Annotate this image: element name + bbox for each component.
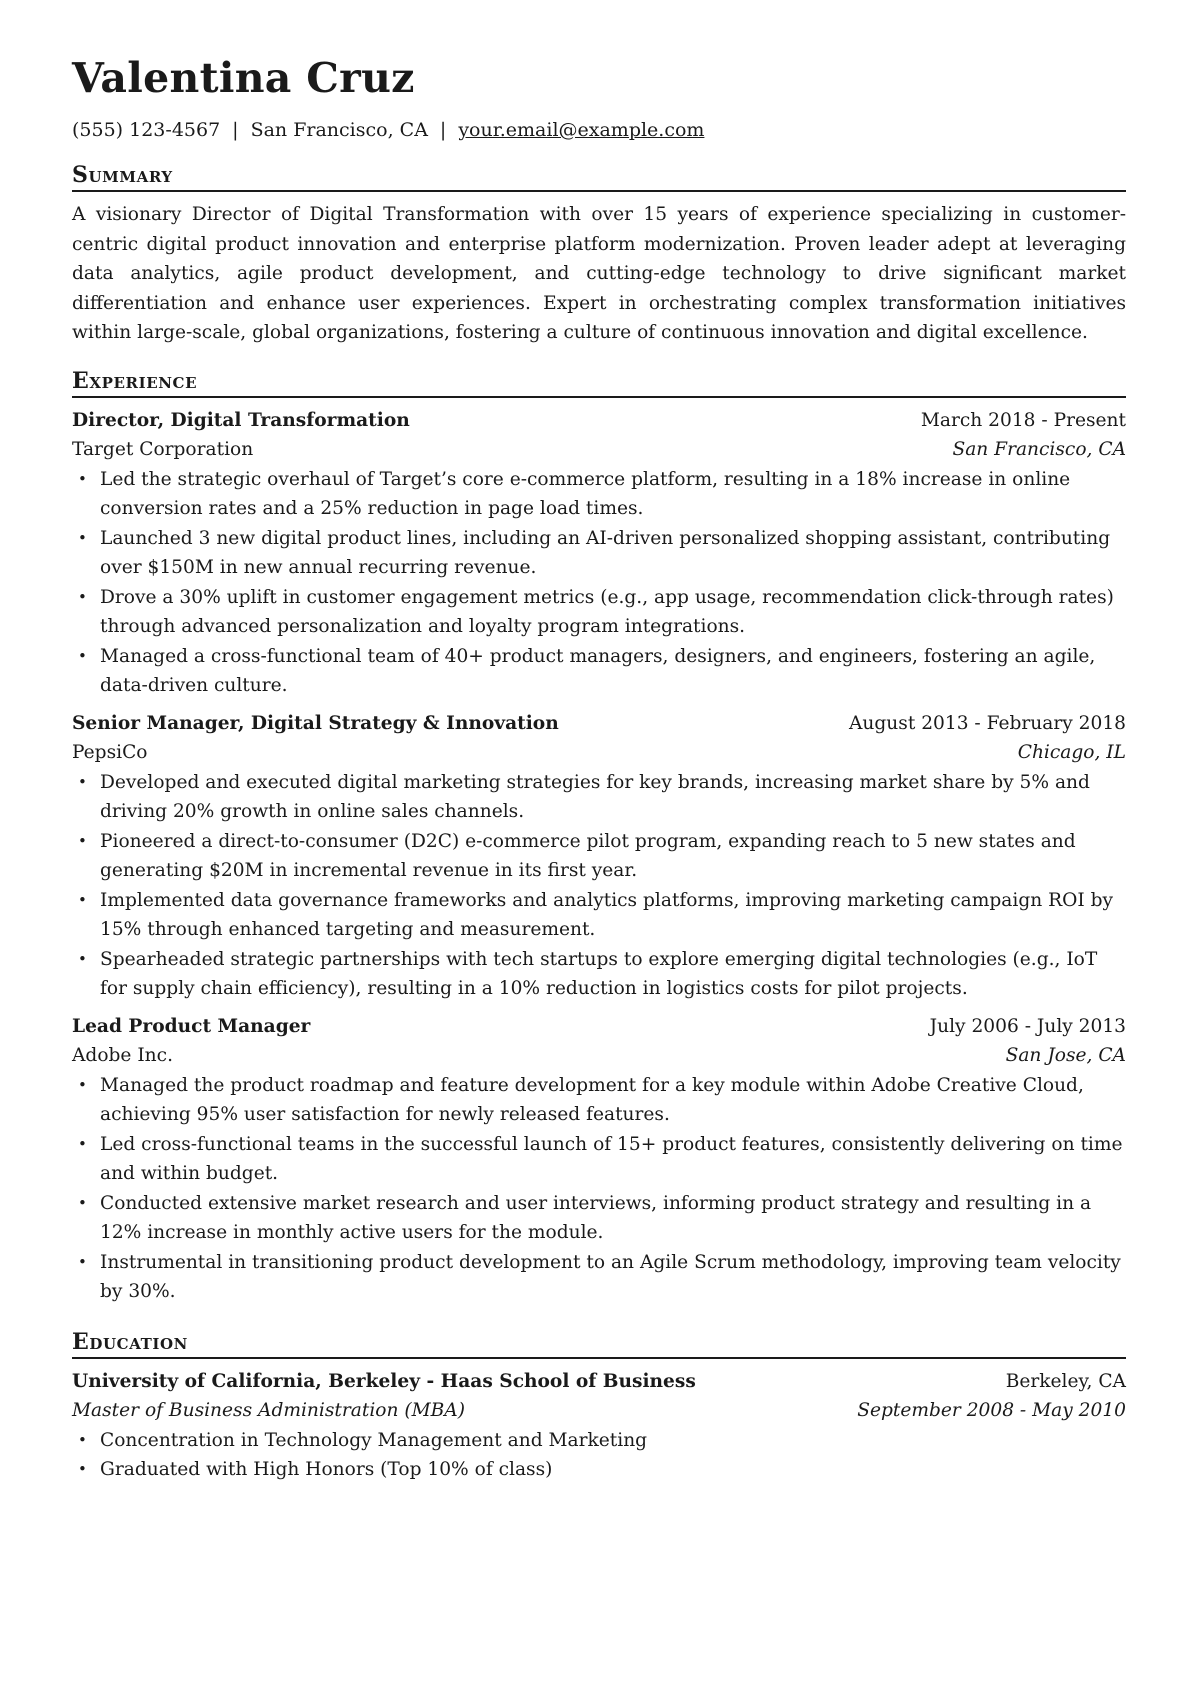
education-subheader	[72, 1396, 1126, 1426]
school-name: University of California, Berkeley - Haas School of Business	[72, 1370, 696, 1392]
job-location: San Jose, CA	[1005, 1045, 1126, 1066]
job-bullets	[72, 1071, 1126, 1307]
list-item: • Instrumental in transitioning product development to an Agile Scrum methodology, improving team velocity by 30%.	[72, 1248, 1126, 1307]
list-item: • Spearheaded strategic partnerships with tech startups to explore emerging digital technologies (e.g., IoT for supply chain efficiency), resulting in a 10% reduction in logistics costs for pilot projects.	[72, 945, 1126, 1004]
job-entry	[72, 709, 1126, 1004]
contact-separator: |	[439, 119, 447, 141]
section-heading-education: Education	[72, 1331, 1126, 1359]
job-title: Senior Manager, Digital Strategy & Innovation	[72, 712, 559, 734]
school-location: Berkeley, CA	[1005, 1370, 1126, 1392]
company-name: Target Corporation	[72, 439, 254, 460]
location: San Francisco, CA	[250, 119, 428, 141]
job-subheader	[72, 435, 1126, 465]
resume-page	[72, 54, 1126, 1485]
list-item: • Conducted extensive market research and user interviews, informing product strategy and resulting in a 12% increase in monthly active users for the module.	[72, 1189, 1126, 1248]
job-location: Chicago, IL	[1017, 742, 1126, 763]
list-item: • Pioneered a direct-to-consumer (D2C) e-commerce pilot program, expanding reach to 5 new states and generating $20M in incremental revenue in its first year.	[72, 827, 1126, 886]
contact-line	[72, 121, 1126, 140]
list-item: • Concentration in Technology Management and Marketing	[72, 1426, 1126, 1456]
job-header	[72, 1012, 1126, 1042]
job-bullets	[72, 768, 1126, 1004]
job-entry	[72, 406, 1126, 701]
list-item: • Implemented data governance frameworks and analytics platforms, improving marketing campaign ROI by 15% through enhanced targeting and measurement.	[72, 886, 1126, 945]
job-subheader	[72, 738, 1126, 768]
job-dates: July 2006 - July 2013	[929, 1015, 1126, 1037]
education-dates: September 2008 - May 2010	[857, 1400, 1126, 1421]
job-header	[72, 709, 1126, 739]
summary-text: A visionary Director of Digital Transformation with over 15 years of experience specializing in customer-centric digital product innovation and enterprise platform modernization. Proven leader adept at leveraging data analytics, agile product development, and cutting-edge technology to drive significant market differentiation and enhance user experiences. Expert in orchestrating complex transformation initiatives within large-scale, global organizations, fostering a culture of continuous innovation and digital excellence.	[72, 204, 1126, 343]
job-title: Director, Digital Transformation	[72, 409, 410, 431]
job-dates: March 2018 - Present	[920, 409, 1126, 431]
job-header	[72, 406, 1126, 436]
contact-separator: |	[232, 119, 239, 141]
list-item: • Launched 3 new digital product lines, including an AI-driven personalized shopping assistant, contributing over $150M in new annual recurring revenue.	[72, 524, 1126, 583]
job-title: Lead Product Manager	[72, 1015, 311, 1037]
list-item: • Managed a cross-functional team of 40+ product managers, designers, and engineers, fostering an agile, data-driven culture.	[72, 642, 1126, 701]
job-entry	[72, 1012, 1126, 1307]
job-bullets	[72, 465, 1126, 701]
education-entry	[72, 1367, 1126, 1485]
job-subheader	[72, 1041, 1126, 1071]
education-header	[72, 1367, 1126, 1397]
email-link[interactable]: your.email@example.com	[458, 119, 705, 141]
section-heading-summary: Summary	[72, 164, 1126, 192]
company-name: Adobe Inc.	[72, 1045, 173, 1066]
education-bullets	[72, 1426, 1126, 1485]
company-name: PepsiCo	[72, 742, 148, 763]
list-item: • Graduated with High Honors (Top 10% of class)	[72, 1455, 1126, 1485]
degree-name: Master of Business Administration (MBA)	[72, 1400, 465, 1421]
list-item: • Drove a 30% uplift in customer engagement metrics (e.g., app usage, recommendation click-through rates) through advanced personalization and loyalty program integrations.	[72, 583, 1126, 642]
list-item: • Developed and executed digital marketing strategies for key brands, increasing market share by 5% and driving 20% growth in online sales channels.	[72, 768, 1126, 827]
phone-number: (555) 123-4567	[72, 119, 221, 141]
section-heading-experience: Experience	[72, 370, 1126, 398]
job-location: San Francisco, CA	[952, 439, 1126, 460]
job-dates: August 2013 - February 2018	[849, 712, 1126, 734]
list-item: • Managed the product roadmap and feature development for a key module within Adobe Creative Cloud, achieving 95% user satisfaction for newly released features.	[72, 1071, 1126, 1130]
candidate-name: Valentina Cruz	[72, 54, 415, 102]
list-item: • Led the strategic overhaul of Target’s core e-commerce platform, resulting in a 18% increase in online conversion rates and a 25% reduction in page load times.	[72, 465, 1126, 524]
list-item: • Led cross-functional teams in the successful launch of 15+ product features, consistently delivering on time and within budget.	[72, 1130, 1126, 1189]
